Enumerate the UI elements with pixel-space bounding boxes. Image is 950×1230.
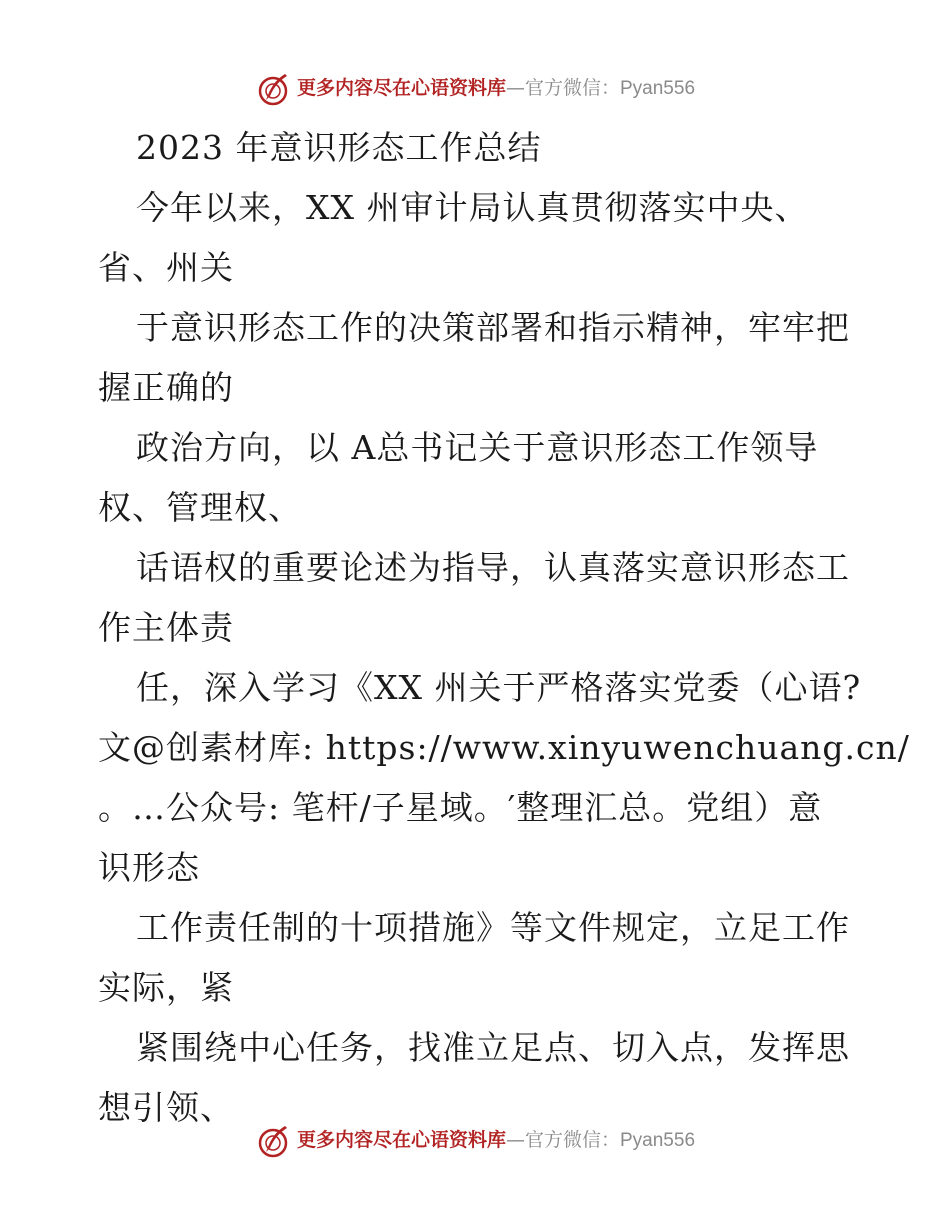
banner-wechat-label: 官方微信： xyxy=(524,1129,620,1151)
banner-wechat-id: Pyan556 xyxy=(620,1130,696,1151)
paragraph-line: 省、州关 xyxy=(98,248,234,287)
banner-dash: — xyxy=(505,77,525,99)
document-body xyxy=(98,118,910,1138)
banner-wechat-label: 官方微信： xyxy=(524,77,620,99)
banner-text xyxy=(297,1122,695,1159)
banner-main-text: 更多内容尽在心语资料库 xyxy=(296,77,506,99)
banner-wechat-id: Pyan556 xyxy=(620,78,696,99)
paragraph-line: 文@创素材库: https://www.xinyuwenchuang.cn/ xyxy=(98,728,910,767)
paragraph-line: 话语权的重要论述为指导，认真落实意识形态工 xyxy=(136,548,850,587)
paragraph-line: 作主体责 xyxy=(98,608,234,647)
paragraph-line: 今年以来，XX 州审计局认真贯彻落实中央、 xyxy=(136,188,809,227)
paragraph-line: 政治方向，以 A总书记关于意识形态工作领导 xyxy=(136,428,819,467)
banner-main-text: 更多内容尽在心语资料库 xyxy=(296,1129,506,1151)
header-banner xyxy=(0,70,950,107)
paragraph-line: 握正确的 xyxy=(98,368,234,407)
paragraph-line: 工作责任制的十项措施》等文件规定，立足工作 xyxy=(136,908,850,947)
banner-dash: — xyxy=(505,1129,525,1151)
paragraph-line: 识形态 xyxy=(98,848,200,887)
document-title: 2023 年意识形态工作总结 xyxy=(136,128,542,167)
quill-pen-logo-icon xyxy=(255,71,291,107)
quill-pen-logo-icon xyxy=(255,1123,291,1159)
paragraph-line: 想引领、 xyxy=(98,1088,234,1127)
paragraph-line: 权、管理权、 xyxy=(98,488,302,527)
paragraph-line: 实际，紧 xyxy=(98,968,234,1007)
footer-banner xyxy=(0,1122,950,1159)
paragraph-line: 任，深入学习《XX 州关于严格落实党委（心语? xyxy=(136,668,862,707)
paragraph-line: 。…公众号: 笔杆/子星域。′整理汇总。党组）意 xyxy=(98,788,823,827)
paragraph-line: 紧围绕中心任务，找准立足点、切入点，发挥思 xyxy=(136,1028,850,1067)
banner-text xyxy=(297,70,695,107)
paragraph-line: 于意识形态工作的决策部署和指示精神，牢牢把 xyxy=(136,308,850,347)
